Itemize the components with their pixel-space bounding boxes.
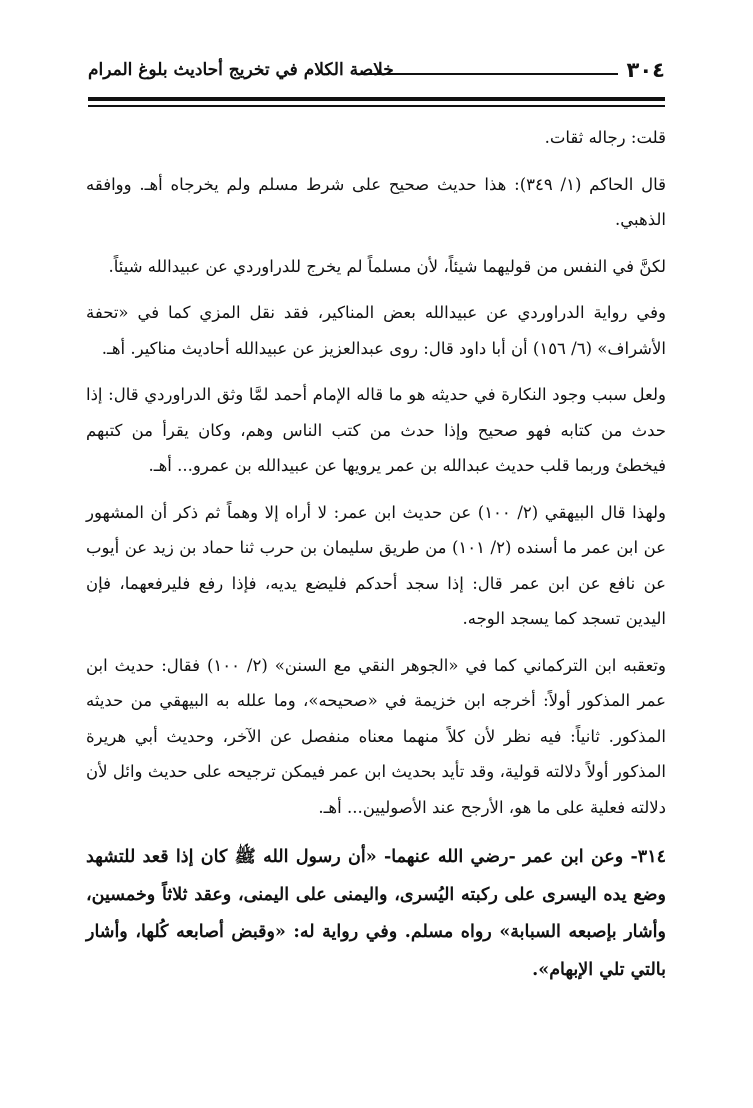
header-rule-thin	[88, 105, 665, 107]
paragraph-turkmani-rebuttal: وتعقبه ابن التركماني كما في «الجوهر النقي مع السنن» (٢/ ١٠٠) فقال: حديث ابن عمر المذكور أولاً: أخرجه ابن خزيمة في «صحيحه»، وما علله به البيهقي من حديثه المذكور. ثانياً: فيه نظر لأن كلاً منهما معناه منفصل عن الآخر، وحديث أبي هريرة المذكور أولاً دلالته قولية، وقد تأيد بحديث ابن عمر فيمكن ترجيحه على حديث وائل لأن دلالته فعلية على ما هو، الأرجح عند الأصوليين... أهـ.	[86, 655, 666, 817]
header-dash-divider	[356, 73, 618, 75]
paragraph-reservation: لكنَّ في النفس من قوليهما شيئاً، لأن مسلماً لم يخرج للدراوردي عن عبيدالله شيئاً.	[108, 256, 666, 276]
page-number: ٣٠٤	[626, 58, 665, 82]
paragraph-reason-oddity: ولعل سبب وجود النكارة في حديثه هو ما قاله الإمام أحمد لمَّا وثق الدراوردي قال: إذا حدث من كتابه فهو صحيح وإذا حدث من كتب الناس وهم، وكان يقرأ من كتبهم فيخطئ وربما قلب حديث عبدالله بن عمر يرويها عن عبيدالله بن عمرو... أهـ.	[86, 385, 666, 475]
book-title: خلاصة الكلام في تخريج أحاديث بلوغ المرام	[88, 60, 394, 80]
header-rule-thick	[88, 97, 665, 101]
paragraph-darawardi-narration: وفي رواية الدراوردي عن عبيدالله بعض المناكير، فقد نقل المزي كما في «تحفة الأشراف» (٦/ ١٥٦) أن أبا داود قال: روى عبدالعزيز عن عبيدالله أحاديث مناكير. أهـ.	[86, 303, 666, 358]
hadith-314: ٣١٤- وعن ابن عمر -رضي الله عنهما- «أن رسول الله ﷺ كان إذا قعد للتشهد وضع يده اليسرى على ركبته اليُسرى، واليمنى على اليمنى، وعقد ثلاثاً وخمسين، وأشار بإصبعه السبابة» رواه مسلم. وفي رواية له: «وقبض أصابعه كُلها، وأشار بالتي تلي الإبهام».	[86, 847, 666, 980]
paragraph-bayhaqi: ولهذا قال البيهقي (٢/ ١٠٠) عن حديث ابن عمر: لا أراه إلا وهماً ثم ذكر أن المشهور عن ابن عمر ما أسنده (٢/ ١٠١) من طريق سليمان بن حرب ثنا حماد بن زيد عن أيوب عن نافع عن ابن عمر قال: إذا سجد أحدكم فليضع يديه، فإذا رفع فليرفعهما، فإن اليدين تسجد كما يسجد الوجه.	[86, 502, 666, 628]
paragraph-hakim-ruling: قال الحاكم (١/ ٣٤٩): هذا حديث صحيح على شرط مسلم ولم يخرجاه أهـ. ووافقه الذهبي.	[86, 174, 666, 229]
page-header	[88, 58, 665, 88]
paragraph-narrators-note: قلت: رجاله ثقات.	[544, 128, 666, 147]
page-body	[86, 120, 666, 1000]
